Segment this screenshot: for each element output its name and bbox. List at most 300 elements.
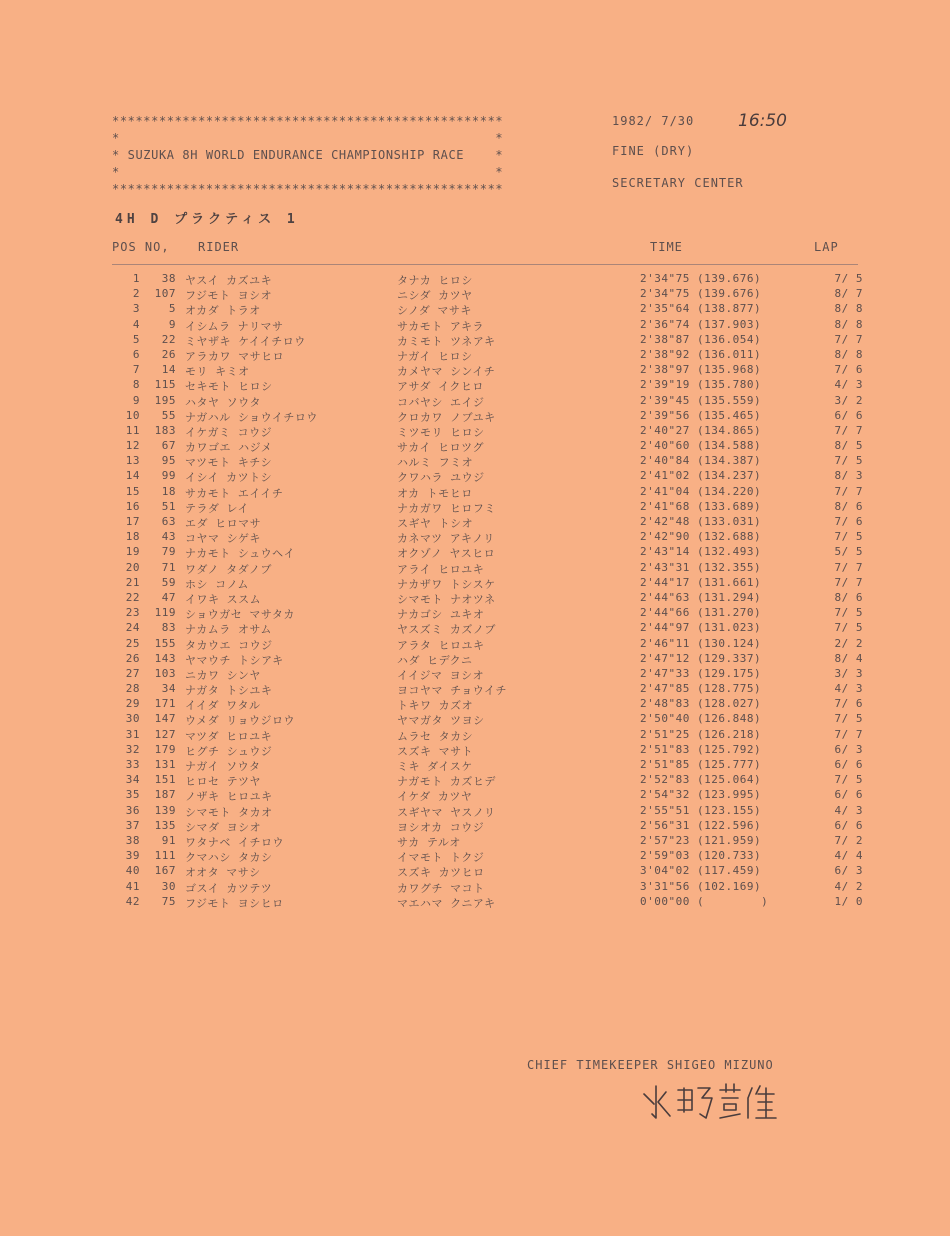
- lap-count: 8/ 8: [834, 302, 863, 316]
- rider-2: イマモト トクジ: [397, 851, 485, 865]
- car-no: 22: [161, 332, 176, 346]
- col-header-pos-no: POS NO,: [112, 240, 170, 254]
- car-no: 195: [154, 393, 176, 407]
- car-no: 55: [161, 408, 176, 422]
- rider-2: オカ トモヒロ: [397, 486, 473, 500]
- car-no: 155: [154, 636, 176, 650]
- lap-time: 2'59"03 (120.733): [640, 849, 762, 863]
- rider-2: ミツモリ ヒロシ: [397, 425, 485, 439]
- lap-count: 7/ 5: [834, 606, 863, 620]
- rider-1: ゴスイ カツテツ: [185, 881, 273, 895]
- lap-count: 7/ 2: [834, 833, 863, 847]
- pos: 15: [125, 484, 140, 498]
- lap-count: 7/ 5: [834, 454, 863, 468]
- car-no: 95: [161, 454, 176, 468]
- rider-2: ニシダ カツヤ: [397, 289, 473, 303]
- lap-time: 3'04"02 (117.459): [640, 864, 762, 878]
- table-row: [112, 849, 862, 864]
- rider-1: フジモト ヨシヒロ: [185, 896, 284, 910]
- rider-2: アラタ ヒロユキ: [397, 638, 485, 652]
- pos: 10: [125, 408, 140, 422]
- banner-top-border: **************************************************: [112, 114, 504, 128]
- pos: 37: [125, 818, 140, 832]
- rider-1: ノザキ ヒロユキ: [185, 790, 273, 804]
- car-no: 83: [161, 621, 176, 635]
- col-header-rider: RIDER: [198, 240, 240, 254]
- pos: 11: [125, 423, 140, 437]
- car-no: 30: [161, 879, 176, 893]
- table-row: [112, 834, 862, 849]
- rider-2: シマモト ナオツネ: [397, 592, 496, 606]
- car-no: 119: [154, 606, 176, 620]
- rider-1: ナガタ トシユキ: [185, 684, 273, 698]
- rider-2: ヨコヤマ チョウイチ: [397, 684, 507, 698]
- lap-count: 6/ 6: [834, 408, 863, 422]
- lap-time: 2'39"45 (135.559): [640, 393, 762, 407]
- pos: 36: [125, 803, 140, 817]
- lap-count: 7/ 7: [834, 575, 863, 589]
- car-no: 43: [161, 530, 176, 544]
- lap-count: 7/ 5: [834, 621, 863, 635]
- table-row: [112, 409, 862, 424]
- table-row: [112, 819, 862, 834]
- lap-time: 2'57"23 (121.959): [640, 833, 762, 847]
- rider-2: スズキ カツヒロ: [397, 866, 485, 880]
- header-banner: [112, 114, 602, 199]
- pos: 29: [125, 697, 140, 711]
- pos: 20: [125, 560, 140, 574]
- rider-2: スズキ マサト: [397, 744, 474, 758]
- table-row: [112, 606, 862, 621]
- car-no: 67: [161, 439, 176, 453]
- lap-count: 7/ 7: [834, 727, 863, 741]
- table-row: [112, 621, 862, 636]
- rider-2: イイジマ ヨシオ: [397, 668, 485, 682]
- pos: 21: [125, 575, 140, 589]
- car-no: 131: [154, 758, 176, 771]
- table-row: [112, 667, 862, 682]
- table-row: [112, 500, 862, 515]
- rider-2: スギヤ トシオ: [397, 517, 474, 530]
- table-row: [112, 515, 862, 530]
- rider-1: クマハシ タカシ: [185, 851, 273, 865]
- pos: 22: [125, 590, 140, 604]
- rider-2: アサダ イクヒロ: [397, 380, 484, 394]
- rider-1: ナカムラ オサム: [185, 623, 272, 637]
- lap-count: 1/ 0: [834, 894, 863, 908]
- lap-count: 4/ 2: [834, 879, 863, 893]
- table-row: [112, 652, 862, 667]
- lap-count: 8/ 6: [834, 499, 863, 513]
- pos: 26: [125, 651, 140, 665]
- lap-time: 2'44"97 (131.023): [640, 621, 762, 635]
- pos: 17: [125, 515, 140, 528]
- rider-2: シノダ マサキ: [397, 304, 472, 318]
- pos: 3: [132, 302, 140, 316]
- table-row: [112, 378, 862, 393]
- lap-count: 4/ 3: [834, 803, 863, 817]
- lap-count: 6/ 6: [834, 758, 863, 771]
- lap-time: 2'36"74 (137.903): [640, 317, 762, 331]
- table-row: [112, 530, 862, 545]
- rider-1: カワゴエ ハジメ: [185, 441, 273, 455]
- table-row: [112, 864, 862, 879]
- rider-1: ハタヤ ソウタ: [185, 395, 262, 409]
- table-row: [112, 363, 862, 378]
- rider-2: アライ ヒロユキ: [397, 562, 485, 576]
- lap-time: 2'44"17 (131.661): [640, 575, 762, 589]
- lap-time: 2'34"75 (139.676): [640, 272, 762, 285]
- session-title: 4H D プラクティス 1: [115, 212, 299, 227]
- car-no: 147: [154, 712, 176, 726]
- pos: 42: [125, 894, 140, 908]
- lap-time: 2'40"27 (134.865): [640, 423, 762, 437]
- car-no: 107: [154, 287, 176, 301]
- car-no: 26: [161, 347, 176, 361]
- car-no: 91: [161, 833, 176, 847]
- date: 1982/ 7/30: [612, 114, 695, 128]
- pos: 40: [125, 864, 140, 878]
- lap-count: 2/ 2: [834, 636, 863, 650]
- table-row: [112, 469, 862, 484]
- pos: 38: [125, 833, 140, 847]
- lap-time: 2'47"33 (129.175): [640, 666, 762, 680]
- rider-1: ミヤザキ ケイイチロウ: [185, 334, 306, 348]
- lap-count: 4/ 4: [834, 849, 863, 863]
- pos: 6: [132, 347, 140, 361]
- lap-count: 3/ 2: [834, 393, 863, 407]
- lap-time: 2'47"12 (129.337): [640, 651, 762, 665]
- lap-time: 2'47"85 (128.775): [640, 682, 762, 696]
- table-row: [112, 697, 862, 712]
- pos: 30: [125, 712, 140, 726]
- pos: 25: [125, 636, 140, 650]
- table-row: [112, 394, 862, 409]
- lap-time: 2'46"11 (130.124): [640, 636, 762, 650]
- table-row: [112, 728, 862, 743]
- table-row: [112, 880, 862, 895]
- rider-1: ヒロセ テツヤ: [185, 775, 262, 789]
- rider-1: イシムラ ナリマサ: [185, 319, 284, 333]
- lap-time: 2'41"02 (134.237): [640, 469, 762, 483]
- rider-2: サカ テルオ: [397, 835, 461, 849]
- rider-2: ヤマガタ ツヨシ: [397, 714, 485, 728]
- lap-time: 2'41"68 (133.689): [640, 499, 762, 513]
- rider-1: シマダ ヨシオ: [185, 820, 262, 834]
- rider-1: ナガイ ソウタ: [185, 760, 261, 773]
- pos: 39: [125, 849, 140, 863]
- race-title: * SUZUKA 8H WORLD ENDURANCE CHAMPIONSHIP RACE *: [112, 148, 504, 162]
- lap-time: 2'51"83 (125.792): [640, 742, 762, 756]
- car-no: 34: [161, 682, 176, 696]
- rider-2: クロカワ ノブユキ: [397, 410, 496, 424]
- car-no: 151: [154, 773, 176, 787]
- rider-1: シマモト タカオ: [185, 805, 273, 819]
- pos: 5: [132, 332, 140, 346]
- rider-2: トキワ カズオ: [397, 699, 474, 713]
- lap-count: 7/ 5: [834, 773, 863, 787]
- table-row: [112, 576, 862, 591]
- rider-1: フジモト ヨシオ: [185, 289, 273, 303]
- table-row: [112, 895, 862, 910]
- car-no: 9: [168, 317, 176, 331]
- lap-count: 6/ 6: [834, 788, 863, 802]
- rider-1: ショウガセ マサタカ: [185, 608, 295, 622]
- table-row: [112, 439, 862, 454]
- pos: 18: [125, 530, 140, 544]
- rider-2: イケダ カツヤ: [397, 790, 473, 804]
- rider-1: モリ キミオ: [185, 365, 250, 379]
- lap-count: 8/ 4: [834, 651, 863, 665]
- pos: 35: [125, 788, 140, 802]
- pos: 24: [125, 621, 140, 635]
- lap-count: 7/ 6: [834, 697, 863, 711]
- lap-count: 6/ 3: [834, 864, 863, 878]
- lap-count: 8/ 7: [834, 287, 863, 301]
- lap-time: 0'00"00 ( ): [640, 894, 769, 908]
- lap-time: 2'55"51 (123.155): [640, 803, 762, 817]
- rider-1: コヤマ シゲキ: [185, 532, 261, 546]
- lap-time: 2'38"87 (136.054): [640, 332, 762, 346]
- lap-time: 2'43"31 (132.355): [640, 560, 762, 574]
- car-no: 171: [154, 697, 176, 711]
- car-no: 127: [154, 727, 176, 741]
- col-header-time: TIME: [650, 240, 683, 254]
- lap-time: 2'50"40 (126.848): [640, 712, 762, 726]
- chief-timekeeper: CHIEF TIMEKEEPER SHIGEO MIZUNO: [527, 1058, 774, 1072]
- lap-time: 2'40"84 (134.387): [640, 454, 762, 468]
- rider-1: イイダ ワタル: [185, 699, 261, 713]
- lap-count: 8/ 5: [834, 439, 863, 453]
- rider-2: タナカ ヒロシ: [397, 274, 473, 287]
- car-no: 18: [161, 484, 176, 498]
- car-no: 99: [161, 469, 176, 483]
- pos: 9: [132, 393, 140, 407]
- rider-2: カメヤマ シンイチ: [397, 365, 496, 379]
- lap-time: 2'51"25 (126.218): [640, 727, 762, 741]
- lap-time: 2'42"90 (132.688): [640, 530, 762, 544]
- car-no: 79: [161, 545, 176, 559]
- rider-2: カネマツ アキノリ: [397, 532, 495, 546]
- rider-1: サカモト エイイチ: [185, 486, 284, 500]
- lap-count: 7/ 6: [834, 363, 863, 377]
- rider-1: ワダノ タダノブ: [185, 562, 272, 576]
- pos: 34: [125, 773, 140, 787]
- rider-1: ワタナベ イチロウ: [185, 835, 285, 849]
- results-table: [112, 272, 862, 910]
- table-row: [112, 561, 862, 576]
- table-row: [112, 333, 862, 348]
- rider-1: エダ ヒロマサ: [185, 517, 262, 530]
- lap-time: 2'35"64 (138.877): [640, 302, 762, 316]
- table-row: [112, 591, 862, 606]
- lap-time: 2'38"97 (135.968): [640, 363, 762, 377]
- car-no: 75: [161, 894, 176, 908]
- rider-1: ヒグチ シュウジ: [185, 744, 273, 758]
- lap-count: 7/ 6: [834, 515, 863, 528]
- rider-2: サカイ ヒロツグ: [397, 441, 484, 455]
- lap-count: 7/ 7: [834, 332, 863, 346]
- lap-time: 2'51"85 (125.777): [640, 758, 762, 771]
- rider-2: ナカゴシ ユキオ: [397, 608, 485, 622]
- car-no: 179: [154, 742, 176, 756]
- pos: 13: [125, 454, 140, 468]
- pos: 28: [125, 682, 140, 696]
- rider-1: テラダ レイ: [185, 501, 249, 515]
- lap-count: 7/ 5: [834, 272, 863, 285]
- table-row: [112, 758, 862, 773]
- header-divider: [112, 264, 858, 265]
- lap-count: 4/ 3: [834, 378, 863, 392]
- car-no: 135: [154, 818, 176, 832]
- pos: 8: [132, 378, 140, 392]
- rider-1: マツダ ヒロユキ: [185, 729, 273, 743]
- car-no: 14: [161, 363, 176, 377]
- table-row: [112, 348, 862, 363]
- pos: 32: [125, 742, 140, 756]
- lap-time: 2'52"83 (125.064): [640, 773, 762, 787]
- car-no: 143: [154, 651, 176, 665]
- car-no: 187: [154, 788, 176, 802]
- lap-time: 2'56"31 (122.596): [640, 818, 762, 832]
- col-header-lap: LAP: [814, 240, 839, 254]
- banner-side-line: * *: [112, 131, 504, 145]
- pos: 2: [132, 287, 140, 301]
- rider-2: ナガイ ヒロシ: [397, 349, 473, 363]
- lap-count: 8/ 8: [834, 317, 863, 331]
- table-row: [112, 788, 862, 803]
- rider-1: オオタ マサシ: [185, 866, 261, 880]
- lap-count: 5/ 5: [834, 545, 863, 559]
- rider-2: コバヤシ エイジ: [397, 395, 485, 409]
- car-no: 167: [154, 864, 176, 878]
- lap-count: 7/ 7: [834, 484, 863, 498]
- car-no: 111: [154, 849, 176, 863]
- pos: 14: [125, 469, 140, 483]
- car-no: 115: [154, 378, 176, 392]
- pos: 27: [125, 666, 140, 680]
- rider-2: ミキ ダイスケ: [397, 760, 473, 773]
- rider-1: セキモト ヒロシ: [185, 380, 273, 394]
- rider-2: カワグチ マコト: [397, 881, 485, 895]
- table-row: [112, 743, 862, 758]
- lap-count: 8/ 3: [834, 469, 863, 483]
- rider-2: ハルミ フミオ: [397, 456, 474, 470]
- table-row: [112, 773, 862, 788]
- office: SECRETARY CENTER: [612, 176, 744, 190]
- rider-2: ナカガワ ヒロフミ: [397, 501, 496, 515]
- rider-2: マエハマ クニアキ: [397, 896, 496, 910]
- rider-1: アラカワ マサヒロ: [185, 349, 285, 363]
- table-row: [112, 287, 862, 302]
- rider-2: ヤスズミ カズノブ: [397, 623, 496, 637]
- lap-time: 3'31"56 (102.169): [640, 879, 762, 893]
- pos: 19: [125, 545, 140, 559]
- pos: 41: [125, 879, 140, 893]
- car-no: 103: [154, 666, 176, 680]
- pos: 23: [125, 606, 140, 620]
- lap-time: 2'39"19 (135.780): [640, 378, 762, 392]
- rider-2: クワハラ ユウジ: [397, 471, 485, 485]
- rider-1: ホシ コノム: [185, 577, 249, 591]
- rider-1: ナカモト シュウヘイ: [185, 547, 296, 561]
- pos: 16: [125, 499, 140, 513]
- rider-2: カミモト ツネアキ: [397, 334, 496, 348]
- lap-time: 2'38"92 (136.011): [640, 347, 762, 361]
- car-no: 63: [161, 515, 176, 528]
- rider-1: イケガミ コウジ: [185, 425, 273, 439]
- rider-1: イワキ ススム: [185, 592, 262, 606]
- lap-time: 2'41"04 (134.220): [640, 484, 762, 498]
- banner-side-line: * *: [112, 165, 504, 179]
- pos: 31: [125, 727, 140, 741]
- car-no: 51: [161, 499, 176, 513]
- lap-time: 2'42"48 (133.031): [640, 515, 762, 528]
- pos: 7: [132, 363, 140, 377]
- rider-1: ニカワ シンヤ: [185, 668, 261, 682]
- lap-count: 4/ 3: [834, 682, 863, 696]
- car-no: 38: [161, 272, 176, 285]
- lap-count: 3/ 3: [834, 666, 863, 680]
- rider-2: ヨシオカ コウジ: [397, 820, 485, 834]
- car-no: 183: [154, 423, 176, 437]
- table-row: [112, 424, 862, 439]
- car-no: 5: [168, 302, 176, 316]
- pos: 4: [132, 317, 140, 331]
- lap-count: 8/ 6: [834, 590, 863, 604]
- lap-count: 6/ 6: [834, 818, 863, 832]
- lap-time: 2'43"14 (132.493): [640, 545, 762, 559]
- weather: FINE (DRY): [612, 144, 695, 158]
- lap-time: 2'40"60 (134.588): [640, 439, 762, 453]
- signature: [640, 1080, 810, 1125]
- rider-1: ナガハル ショウイチロウ: [185, 410, 318, 424]
- car-no: 71: [161, 560, 176, 574]
- lap-count: 7/ 5: [834, 712, 863, 726]
- rider-1: オカダ トラオ: [185, 304, 261, 318]
- table-row: [112, 454, 862, 469]
- rider-2: スギヤマ ヤスノリ: [397, 805, 496, 819]
- rider-1: タカウエ コウジ: [185, 638, 273, 652]
- lap-time: 2'44"63 (131.294): [640, 590, 762, 604]
- lap-count: 6/ 3: [834, 742, 863, 756]
- lap-time: 2'39"56 (135.465): [640, 408, 762, 422]
- table-row: [112, 637, 862, 652]
- table-row: [112, 318, 862, 333]
- lap-count: 7/ 7: [834, 423, 863, 437]
- lap-time: 2'44"66 (131.270): [640, 606, 762, 620]
- car-no: 59: [161, 575, 176, 589]
- table-row: [112, 272, 862, 287]
- pos: 12: [125, 439, 140, 453]
- rider-2: サカモト アキラ: [397, 319, 484, 333]
- table-row: [112, 712, 862, 727]
- rider-2: ハダ ヒデクニ: [397, 653, 473, 667]
- rider-1: イシイ カツトシ: [185, 471, 273, 485]
- table-row: [112, 804, 862, 819]
- rider-2: ナカザワ トシスケ: [397, 577, 496, 591]
- pos: 33: [125, 758, 140, 771]
- rider-1: ヤマウチ トシアキ: [185, 653, 284, 667]
- lap-time: 2'48"83 (128.027): [640, 697, 762, 711]
- lap-count: 7/ 5: [834, 530, 863, 544]
- rider-2: ナガモト カズヒデ: [397, 775, 496, 789]
- pos: 1: [132, 272, 140, 285]
- lap-time: 2'34"75 (139.676): [640, 287, 762, 301]
- table-row: [112, 302, 862, 317]
- table-row: [112, 485, 862, 500]
- rider-1: マツモト キチシ: [185, 456, 273, 470]
